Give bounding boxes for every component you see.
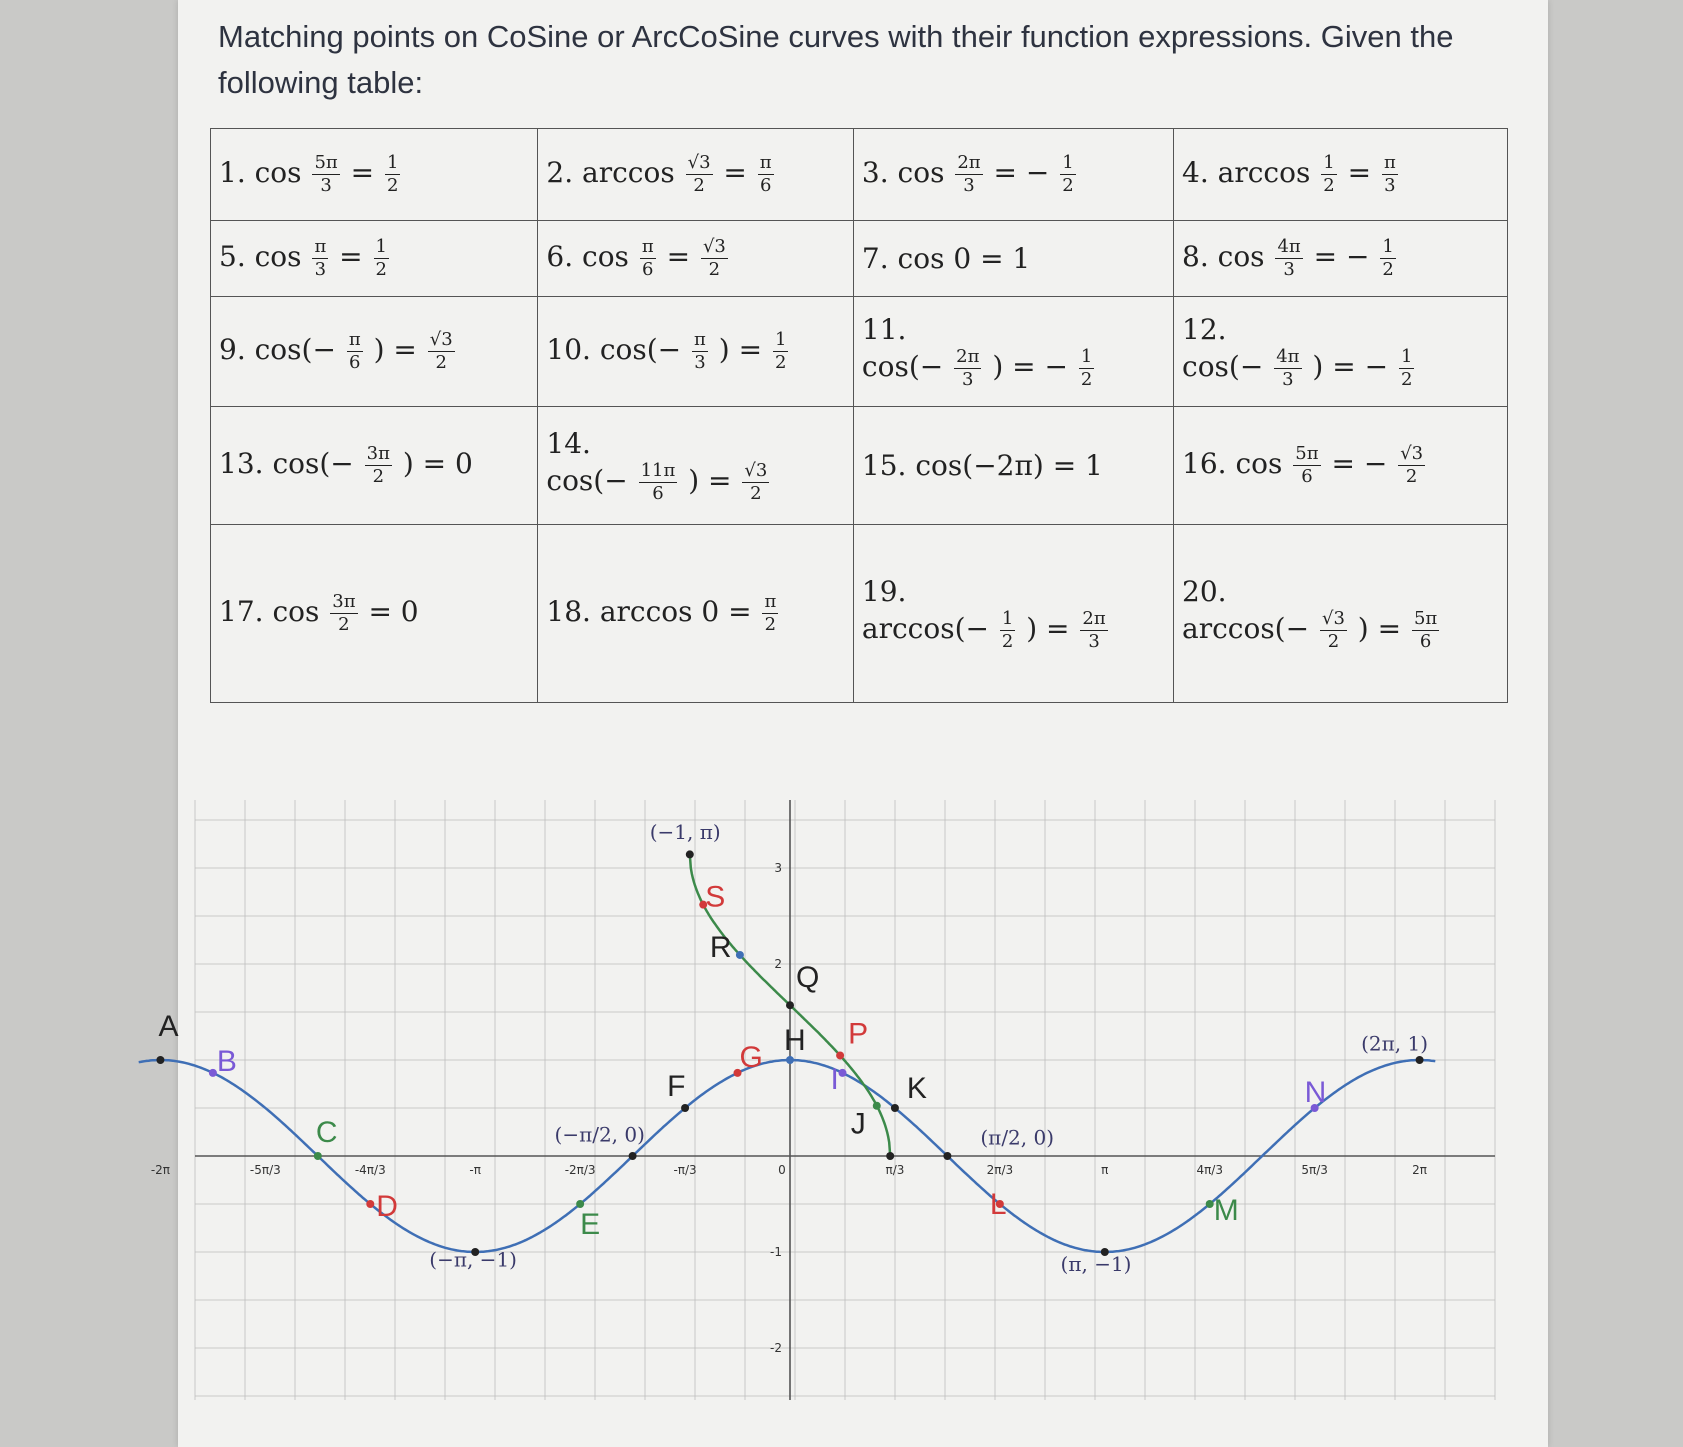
equation-cell [538, 129, 854, 221]
numerator: π [694, 329, 706, 350]
argument-fraction [312, 236, 328, 281]
table-row [211, 407, 1508, 525]
equation-cell [538, 297, 854, 407]
value-fraction [1079, 346, 1094, 391]
x-tick-label: -π/3 [673, 1163, 697, 1177]
argument-fraction [686, 152, 713, 197]
x-tick-label: π/3 [885, 1163, 905, 1177]
point-i [838, 1069, 846, 1077]
equation-cell [211, 297, 538, 407]
denominator: 6 [349, 352, 361, 373]
argument-fraction [954, 346, 981, 391]
point-d [366, 1200, 374, 1208]
point-f [681, 1104, 689, 1112]
numerator: 2π [956, 345, 980, 367]
denominator: 2 [693, 175, 705, 196]
value-fraction [385, 152, 400, 197]
numerator: √3 [687, 152, 711, 173]
denominator: 3 [1384, 175, 1396, 196]
numerator: 1 [375, 236, 387, 257]
equation-number: 17. [219, 595, 273, 628]
y-tick-label: 3 [774, 861, 782, 875]
value-fraction [742, 460, 769, 505]
equals-sign: = − [1322, 447, 1397, 480]
function-name: cos(− [272, 447, 363, 480]
denominator: 2 [375, 259, 387, 280]
argument-fraction [347, 329, 363, 374]
numerator: 5π [1413, 607, 1438, 629]
function-name: cos [254, 156, 311, 189]
y-tick-label: 2 [774, 957, 782, 971]
argument-fraction [692, 329, 708, 374]
numerator: 4π [1276, 345, 1300, 367]
graph-point [1416, 1056, 1424, 1064]
denominator: 3 [1282, 368, 1294, 390]
equation-cell [1174, 525, 1508, 703]
function-name: cos [272, 595, 329, 628]
argument-fraction [365, 443, 392, 488]
denominator: 6 [642, 259, 654, 280]
function-name: cos(− [1182, 349, 1273, 383]
denominator: 3 [694, 352, 706, 373]
equation-cell [538, 221, 854, 297]
graph-point [629, 1152, 637, 1160]
equation-number: 6. [546, 240, 583, 273]
point-r [736, 951, 744, 959]
table-row [211, 221, 1508, 297]
denominator: 3 [963, 175, 975, 196]
numerator: π [1383, 152, 1396, 173]
graph-point [943, 1152, 951, 1160]
equation-number: 8. [1182, 240, 1218, 273]
numerator: 4π [1277, 236, 1301, 257]
point-label-c: C [315, 1116, 338, 1149]
coordinate-annotation: (2π, 1) [1361, 1031, 1429, 1056]
numerator: π [759, 152, 772, 173]
point-label-k: K [906, 1072, 927, 1105]
equation-number: 3. [861, 156, 898, 189]
coordinate-annotation: (−π, −1) [429, 1247, 517, 1272]
equation-number: 15. [861, 449, 916, 482]
denominator: 2 [774, 352, 787, 373]
numerator: 5π [314, 152, 338, 173]
denominator: 2 [435, 352, 447, 373]
equals-sign: = [1338, 156, 1380, 189]
point-label-m: M [1213, 1194, 1239, 1227]
argument-fraction [1321, 152, 1336, 197]
page-title: Matching points on CoSine or ArcCoSine curves with their function expressions. Given the following table: [218, 19, 1454, 100]
numerator: π [348, 329, 361, 350]
numerator: √3 [744, 459, 768, 481]
denominator: 3 [320, 175, 332, 196]
denominator: 6 [759, 175, 772, 196]
equation-number: 20. [1182, 574, 1227, 608]
equals-sign: = [714, 156, 756, 189]
function-name: cos [897, 156, 954, 189]
equation-number: 1. [219, 156, 255, 189]
table-row [211, 129, 1508, 221]
equation-cell [1174, 221, 1508, 297]
denominator: 2 [338, 614, 350, 635]
function-name: cos(− [546, 463, 637, 497]
denominator: 2 [1001, 630, 1014, 652]
value-fraction [1399, 346, 1414, 391]
equation-cell [853, 525, 1173, 703]
denominator: 2 [1080, 368, 1093, 390]
numerator: 2π [1082, 607, 1106, 629]
denominator: 2 [1382, 259, 1394, 280]
numerator: 11π [640, 459, 676, 481]
argument-fraction [1000, 608, 1015, 653]
y-tick-label: -1 [770, 1245, 782, 1259]
equation-cell [211, 129, 538, 221]
equation-number: 9. [219, 333, 255, 366]
equals-sign: = [341, 156, 383, 189]
equation-cell [211, 525, 538, 703]
value-fraction [773, 329, 788, 374]
argument-fraction [330, 591, 357, 636]
denominator: 2 [708, 259, 721, 280]
function-name: arccos(− [1182, 611, 1318, 645]
table-row [211, 525, 1508, 703]
point-label-q: Q [796, 961, 820, 995]
numerator: 5π [1295, 443, 1319, 464]
function-name: arccos [1217, 156, 1320, 189]
equation-number: 13. [219, 447, 273, 480]
equation-number: 18. [546, 595, 600, 628]
equals-sign: ) = [364, 333, 426, 366]
x-tick-label: -π [469, 1163, 481, 1177]
equation-cell [211, 221, 538, 297]
x-tick-label: -5π/3 [249, 1163, 281, 1177]
graph-point [886, 1152, 894, 1160]
point-label-p: P [848, 1017, 869, 1051]
coordinate-annotation: (−1, π) [649, 820, 721, 845]
denominator: 2 [1062, 175, 1074, 196]
point-label-i: I [830, 1062, 839, 1096]
argument-fraction [1293, 443, 1320, 488]
numerator: 1 [1323, 152, 1335, 173]
equation-cell [1174, 129, 1508, 221]
equation-cell [853, 407, 1173, 525]
equals-sign: = − [984, 156, 1059, 189]
value-fraction [1412, 608, 1439, 653]
equation-text: arccos 0 = [599, 595, 761, 628]
value-fraction [1060, 152, 1075, 197]
denominator: 2 [1323, 175, 1335, 196]
numerator: 1 [1080, 345, 1093, 367]
point-label-d: D [376, 1190, 398, 1223]
point-a [156, 1056, 164, 1064]
denominator: 2 [387, 175, 399, 196]
x-tick-label: 0 [778, 1163, 786, 1177]
equation-cell [853, 297, 1173, 407]
equation-cell [538, 407, 854, 525]
equation-number: 2. [546, 156, 583, 189]
equation-cell [853, 221, 1173, 297]
equation-number: 19. [861, 574, 907, 608]
function-name: cos [1235, 447, 1292, 480]
point-k [891, 1104, 899, 1112]
function-name: cos [254, 240, 311, 273]
equals-sign: = − [1304, 240, 1379, 273]
point-label-b: B [216, 1044, 237, 1078]
equation-cell [538, 525, 854, 703]
x-tick-label: 2π [1412, 1163, 1428, 1177]
numerator: 1 [1400, 345, 1413, 367]
cosine-arccosine-graph [150, 800, 1495, 1400]
function-name: cos(− [599, 333, 691, 366]
point-label-s: S [705, 880, 726, 914]
equation-cell [853, 129, 1173, 221]
equation-number: 16. [1182, 447, 1236, 480]
argument-fraction [955, 152, 982, 197]
argument-fraction [1320, 608, 1347, 653]
function-name: cos [582, 240, 638, 273]
x-tick-label: -2π [150, 1163, 171, 1177]
denominator: 6 [1419, 630, 1432, 652]
numerator: 3π [366, 443, 390, 464]
denominator: 2 [1405, 466, 1418, 487]
point-label-r: R [709, 930, 732, 964]
denominator: 3 [1283, 259, 1295, 280]
numerator: √3 [1321, 607, 1345, 629]
table-row [211, 297, 1508, 407]
point-e [576, 1200, 584, 1208]
argument-fraction [312, 152, 339, 197]
equals-sign: ) = − [1303, 349, 1397, 383]
point-m [1206, 1200, 1214, 1208]
x-tick-label: 4π/3 [1196, 1163, 1223, 1177]
numerator: π [641, 236, 654, 257]
value-fraction [758, 152, 774, 197]
value-fraction [374, 236, 389, 281]
point-h [786, 1056, 794, 1064]
point-c [314, 1152, 322, 1160]
value-fraction [1080, 608, 1107, 653]
argument-fraction [640, 236, 656, 281]
point-label-e: E [580, 1208, 601, 1241]
equals-sign: ) = [1017, 611, 1079, 645]
equation-number: 4. [1182, 156, 1218, 189]
function-name: cos(− [861, 349, 953, 383]
argument-fraction [1275, 236, 1302, 281]
coordinate-annotation: (−π/2, 0) [554, 1122, 645, 1147]
equation-number: 5. [219, 240, 255, 273]
equals-sign: = [330, 240, 372, 273]
numerator: √3 [429, 329, 453, 350]
point-label-g: G [739, 1040, 763, 1074]
equals-sign: ) = [679, 463, 741, 497]
value-fraction [428, 329, 455, 374]
denominator: 2 [764, 614, 777, 635]
equals-sign: ) = 0 [393, 447, 473, 480]
numerator: 1 [387, 152, 399, 173]
point-b [209, 1069, 217, 1077]
value-fraction [1380, 236, 1395, 281]
equals-sign: ) = [709, 333, 771, 366]
equals-sign: ) = [1348, 611, 1410, 645]
denominator: 2 [372, 466, 385, 487]
value-fraction [762, 591, 778, 636]
point-label-j: J [850, 1107, 866, 1141]
equals-sign: = [657, 240, 699, 273]
function-name: cos(− [254, 333, 345, 366]
numerator: π [764, 591, 777, 612]
numerator: √3 [702, 236, 726, 257]
equals-sign: ) = − [983, 349, 1077, 383]
numerator: 1 [1382, 236, 1394, 257]
point-p [836, 1051, 844, 1059]
denominator: 2 [1400, 368, 1413, 390]
equation-number: 11. [861, 312, 907, 346]
denominator: 3 [1088, 630, 1100, 652]
x-tick-label: 5π/3 [1301, 1163, 1328, 1177]
numerator: 1 [1001, 607, 1014, 629]
denominator: 3 [962, 368, 974, 390]
function-name: arccos(− [861, 611, 998, 645]
point-label-a: A [158, 1010, 179, 1043]
argument-fraction [1274, 346, 1301, 391]
coordinate-annotation: (π/2, 0) [980, 1125, 1055, 1150]
equation-text: cos 0 = 1 [897, 242, 1031, 275]
x-tick-label: 2π/3 [986, 1163, 1014, 1177]
denominator: 6 [1301, 466, 1313, 487]
denominator: 2 [1327, 630, 1340, 652]
equation-table [210, 128, 1508, 703]
denominator: 6 [652, 482, 664, 504]
equation-number: 14. [546, 426, 591, 460]
x-tick-label: -4π/3 [354, 1163, 386, 1177]
function-name: cos [1217, 240, 1274, 273]
value-fraction [701, 236, 728, 281]
numerator: √3 [1400, 443, 1424, 464]
function-name: arccos [582, 156, 684, 189]
x-tick-label: π [1101, 1163, 1109, 1177]
numerator: 1 [1062, 152, 1074, 173]
point-j [873, 1102, 881, 1110]
numerator: 1 [774, 329, 787, 350]
argument-fraction [639, 460, 678, 505]
value-fraction [1398, 443, 1425, 488]
equation-number: 10. [546, 333, 600, 366]
graph-point [686, 850, 694, 858]
y-tick-label: -2 [770, 1341, 782, 1355]
equation-cell [211, 407, 538, 525]
point-q [786, 1001, 794, 1009]
equals-sign: = 0 [359, 595, 419, 628]
equation-number: 7. [861, 242, 898, 275]
numerator: π [314, 236, 327, 257]
equation-cell [1174, 407, 1508, 525]
numerator: 3π [332, 591, 356, 612]
coordinate-annotation: (π, −1) [1060, 1252, 1132, 1277]
point-label-h: H [784, 1024, 806, 1057]
x-tick-label: -2π/3 [564, 1163, 596, 1177]
equation-text: cos(−2π) = 1 [915, 449, 1103, 482]
numerator: 2π [957, 152, 981, 173]
point-label-l: L [989, 1188, 1007, 1221]
denominator: 2 [750, 482, 762, 504]
equation-cell [1174, 297, 1508, 407]
point-label-f: F [667, 1070, 686, 1103]
denominator: 3 [314, 259, 327, 280]
value-fraction [1382, 152, 1398, 197]
point-label-n: N [1304, 1076, 1327, 1109]
equation-number: 12. [1182, 312, 1227, 346]
